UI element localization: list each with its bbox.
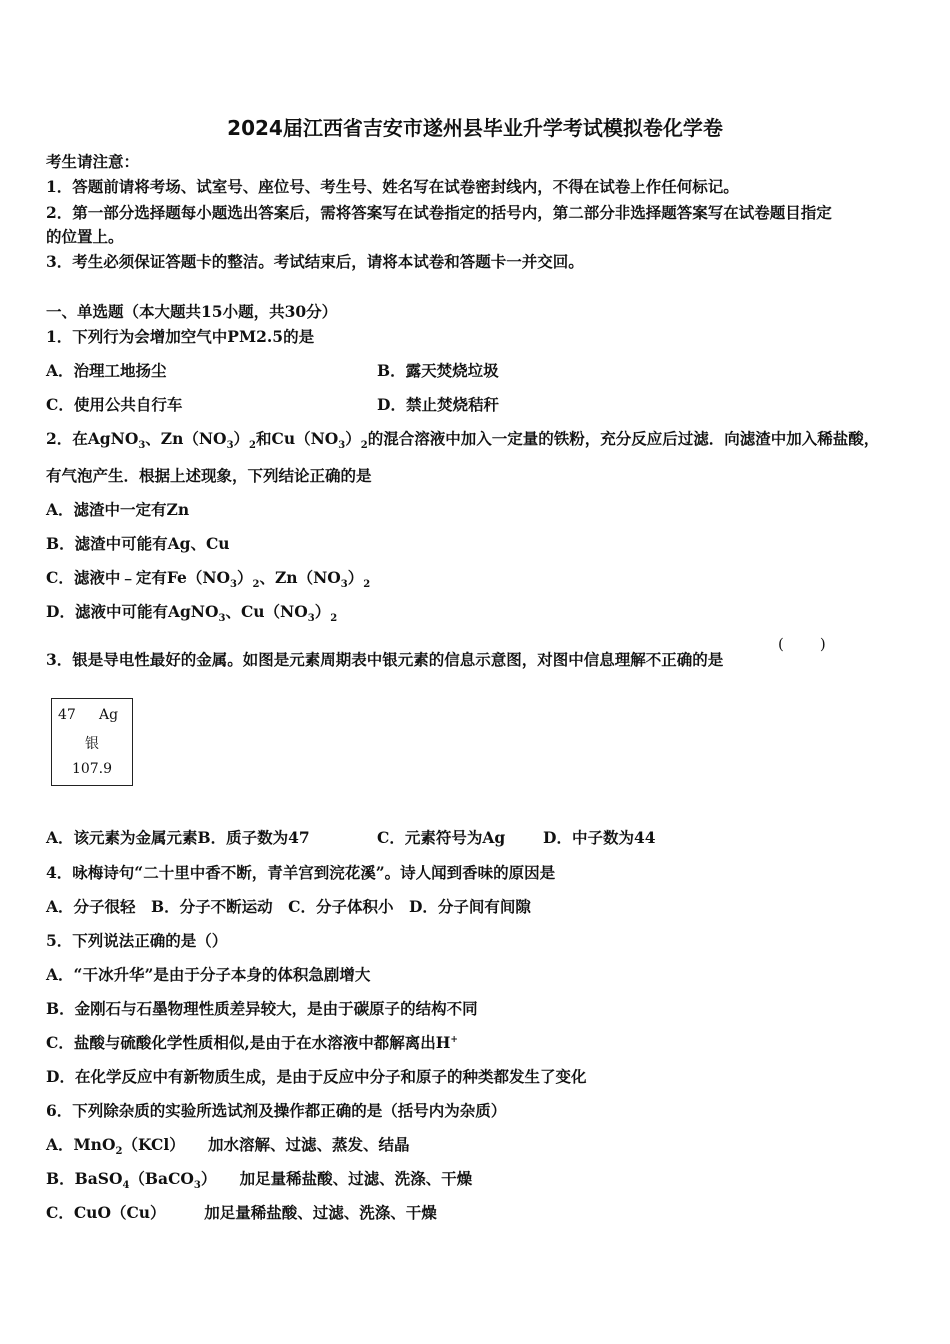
- element-name: 银: [85, 736, 99, 752]
- q2-option-d: D．滤液中可能有AgNO$_3$、$Cu(NO_3)_2$: [46, 602, 338, 624]
- notice-item-1: 1．答题前请将考场、试室号、座位号、考生号、姓名写在试卷密封线内，不得在试卷上作任何标记。: [46, 177, 739, 196]
- q5-option-a: A．“干冰升华”是由于分子本身的体积急剧增大: [46, 965, 371, 984]
- q3-options-ab: A．该元素为金属元素B．质子数为47: [46, 828, 310, 847]
- q5-stem: 5．下列说法正确的是（）: [46, 931, 228, 950]
- q2-stem: 2．在AgNO$_3$、$Zn(NO_3)_2$和$Cu(NO_3)_2$的混合溶液中加入一定量的铁粉，充分反应后过滤．向滤渣中加入稀盐酸，: [46, 429, 880, 451]
- notice-item-2: 2．第一部分选择题每小题选出答案后，需将答案写在试卷指定的括号内，第二部分非选择题答案写在试卷题目指定: [46, 203, 832, 222]
- q2-stem-cont: 有气泡产生．根据上述现象，下列结论正确的是: [46, 466, 372, 485]
- element-symbol: Ag: [99, 707, 119, 723]
- q2-option-c: C．滤液中﹣定有$Fe(NO_3)_2$、$Zn(NO_3)_2$: [46, 568, 371, 590]
- q3-option-d: D．中子数为44: [543, 828, 656, 847]
- q3-stem: 3．银是导电性最好的金属。如图是元素周期表中银元素的信息示意图，对图中信息理解不正确的是: [46, 650, 724, 669]
- q1-option-c: C．使用公共自行车: [46, 395, 183, 414]
- q2-option-b: B．滤渣中可能有Ag、Cu: [46, 534, 230, 553]
- q1-option-d: D．禁止焚烧秸秆: [377, 395, 499, 414]
- notice-item-3: 3．考生必须保证答题卡的整洁。考试结束后，请将本试卷和答题卡一并交回。: [46, 252, 584, 271]
- q5-option-b: B．金刚石与石墨物理性质差异较大，是由于碳原子的结构不同: [46, 999, 478, 1018]
- atomic-mass: 107.9: [71, 761, 113, 777]
- q6-option-b: B．BaSO$_4$（BaCO$_3$） 加足量稀盐酸、过滤、洗涤、干燥: [46, 1169, 473, 1191]
- section-heading: 一、单选题（本大题共15小题，共30分）: [46, 302, 338, 321]
- answer-parentheses: ( ): [778, 635, 826, 653]
- q1-stem: 1．下列行为会增加空气中PM2.5的是: [46, 327, 315, 346]
- atomic-number: 47: [58, 707, 76, 723]
- q5-option-d: D．在化学反应中有新物质生成，是由于反应中分子和原子的种类都发生了变化: [46, 1067, 587, 1086]
- notice-heading: 考生请注意：: [46, 152, 140, 171]
- q2-option-a: A．滤渣中一定有Zn: [46, 500, 190, 519]
- exam-title: 2024届江西省吉安市遂州县毕业升学考试模拟卷化学卷: [227, 116, 723, 140]
- q3-option-c: C．元素符号为Ag: [377, 828, 506, 847]
- q4-stem: 4．咏梅诗句“二十里中香不断，青羊宫到浣花溪”。诗人闻到香味的原因是: [46, 863, 556, 882]
- q5-option-c: C．盐酸与硫酸化学性质相似,是由于在水溶液中都解离出H+: [46, 1033, 458, 1052]
- q4-options: A．分子很轻 B．分子不断运动 C．分子体积小 D．分子间有间隙: [46, 897, 531, 916]
- q1-option-b: B．露天焚烧垃圾: [377, 361, 499, 380]
- notice-item-2-cont: 的位置上。: [46, 227, 124, 246]
- q6-option-c: C．CuO（Cu） 加足量稀盐酸、过滤、洗涤、干燥: [46, 1203, 437, 1222]
- q6-option-a: A．MnO$_2$（KCl） 加水溶解、过滤、蒸发、结晶: [46, 1135, 410, 1157]
- q6-stem: 6．下列除杂质的实验所选试剂及操作都正确的是（括号内为杂质）: [46, 1101, 507, 1120]
- element-card-silver: [51, 698, 133, 786]
- q1-option-a: A．治理工地扬尘: [46, 361, 167, 380]
